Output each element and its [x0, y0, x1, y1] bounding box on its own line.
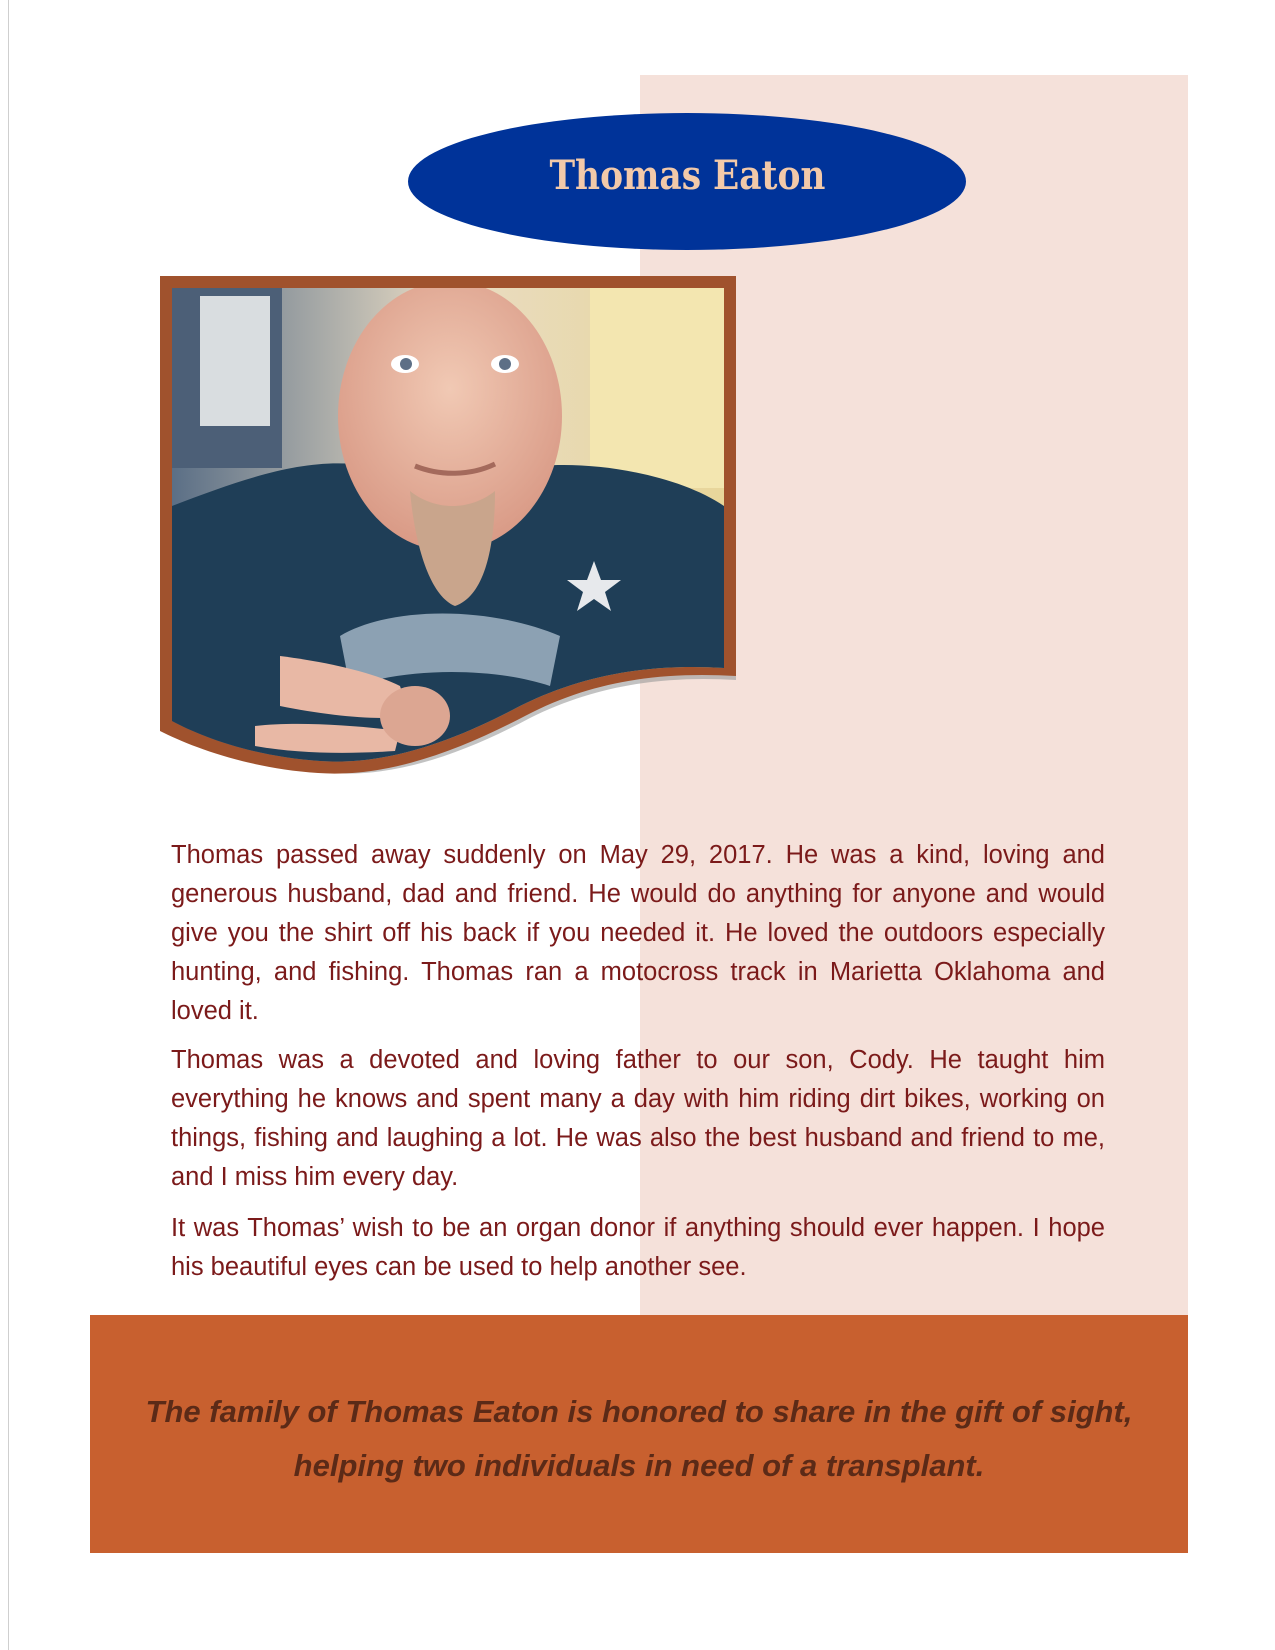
page-title: Thomas Eaton: [549, 152, 825, 199]
title-oval: [408, 113, 966, 250]
portrait-photo-icon: [160, 276, 736, 806]
memorial-text: [171, 836, 1105, 1297]
page-edge-line: [8, 0, 9, 1650]
footer-banner: [90, 1315, 1188, 1553]
footer-line-2: helping two individuals in need of a transplant.: [293, 1448, 985, 1483]
footer-line-1: The family of Thomas Eaton is honored to share in the gift of sight,: [145, 1394, 1133, 1429]
paragraph-3: It was Thomas’ wish to be an organ donor if anything should ever happen. I hope his beautiful eyes can be used to help another see.: [171, 1214, 1105, 1281]
portrait-photo: [160, 276, 736, 806]
paragraph-1: Thomas passed away suddenly on May 29, 2017. He was a kind, loving and generous husband, dad and friend. He would do anything for anyone and would give you the shirt off his back if you needed it. He loved the outdoors especially hunting, and fishing. Thomas ran a motocross track in Marietta Oklahoma and loved it.: [171, 841, 1105, 1025]
footer-message: [90, 1385, 1188, 1493]
paragraph-2: Thomas was a devoted and loving father to our son, Cody. He taught him everything he knows and spent many a day with him riding dirt bikes, working on things, fishing and laughing a lot. He was also the best husband and friend to me, and I miss him every day.: [171, 1046, 1105, 1191]
